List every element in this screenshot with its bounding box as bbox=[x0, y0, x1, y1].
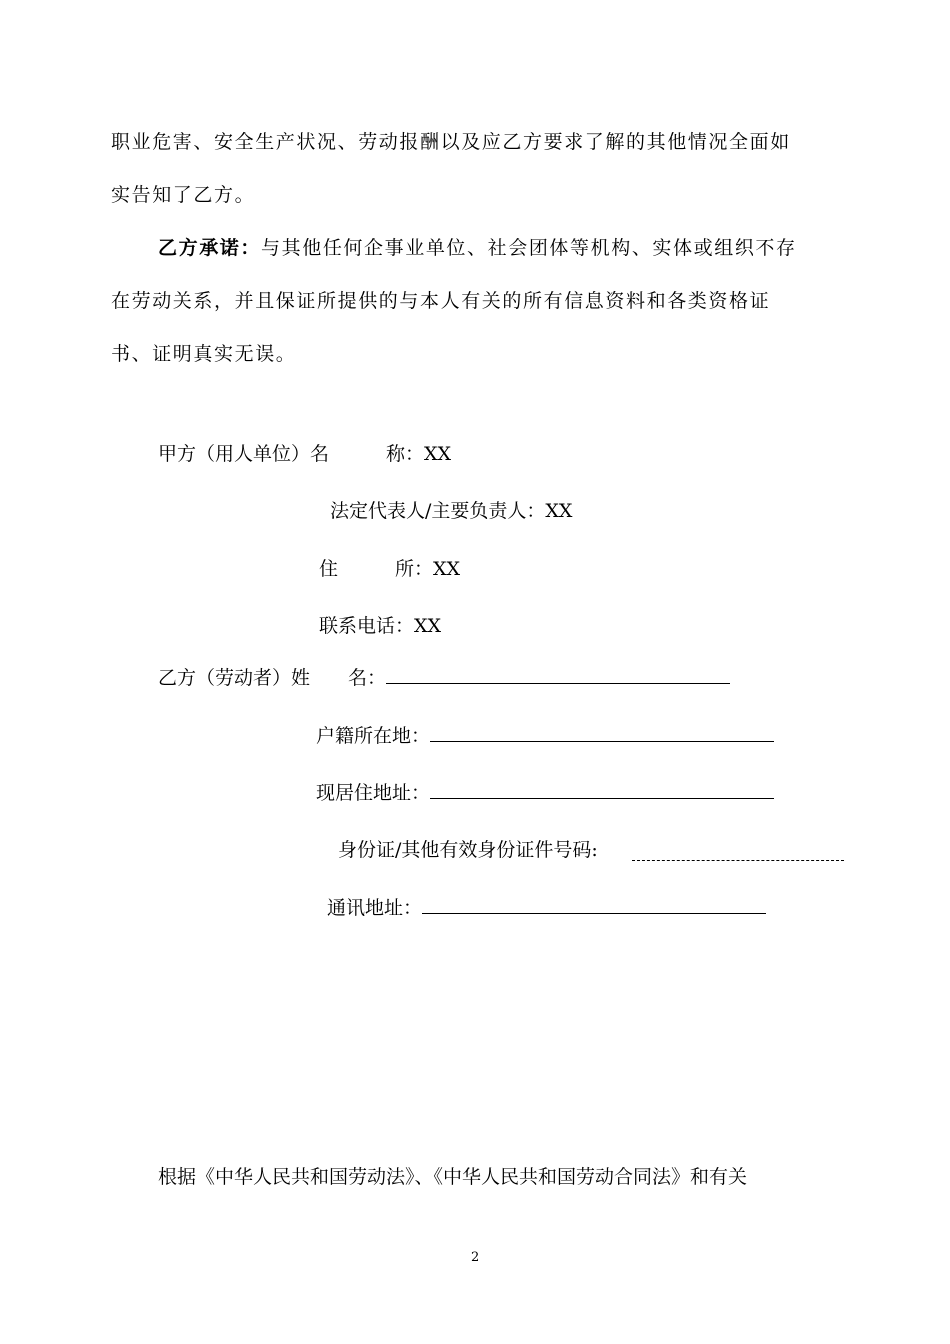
paragraph-1-line-1: 职业危害、安全生产状况、劳动报酬以及应乙方要求了解的其他情况全面如 bbox=[111, 131, 791, 153]
paragraph-2-line-1 bbox=[158, 234, 797, 262]
paragraph-2-line-2: 在劳动关系，并且保证所提供的与本人有关的所有信息资料和各类资格证 bbox=[111, 290, 771, 312]
party-a-name: 甲方（用人单位）名 称：XX bbox=[158, 443, 452, 465]
party-b-name-label: 乙方（劳动者）姓 名： bbox=[158, 667, 387, 689]
residence-label: 现居住地址： bbox=[316, 782, 431, 804]
page-number: 2 bbox=[471, 1250, 480, 1265]
party-b-mailing-row bbox=[327, 894, 766, 922]
paragraph-2-line-3: 书、证明真实无误。 bbox=[111, 343, 297, 365]
party-a-address: 住 所：XX bbox=[319, 558, 461, 580]
party-a-legal-representative: 法定代表人/主要负责人：XX bbox=[330, 500, 573, 522]
party-b-residence-row bbox=[316, 779, 774, 807]
paragraph-1-line-2: 实告知了乙方。 bbox=[111, 184, 256, 206]
closing-line: 根据《中华人民共和国劳动法》、《中华人民共和国劳动合同法》和有关 bbox=[158, 1166, 748, 1188]
party-b-household-row bbox=[316, 722, 774, 750]
commitment-label: 乙方承诺： bbox=[158, 237, 262, 259]
mailing-blank[interactable] bbox=[422, 895, 766, 914]
household-label: 户籍所在地： bbox=[316, 725, 431, 747]
residence-blank[interactable] bbox=[430, 780, 774, 799]
party-a-phone: 联系电话：XX bbox=[319, 615, 442, 637]
party-b-id-row bbox=[338, 836, 598, 864]
commitment-text: 与其他任何企事业单位、社会团体等机构、实体或组织不存 bbox=[261, 237, 797, 259]
id-number-blank[interactable] bbox=[632, 846, 844, 861]
id-number-label: 身份证/其他有效身份证件号码: bbox=[338, 839, 598, 861]
party-b-name-row bbox=[158, 664, 730, 692]
household-blank[interactable] bbox=[430, 723, 774, 742]
name-blank[interactable] bbox=[386, 665, 730, 684]
mailing-label: 通讯地址： bbox=[327, 897, 423, 919]
